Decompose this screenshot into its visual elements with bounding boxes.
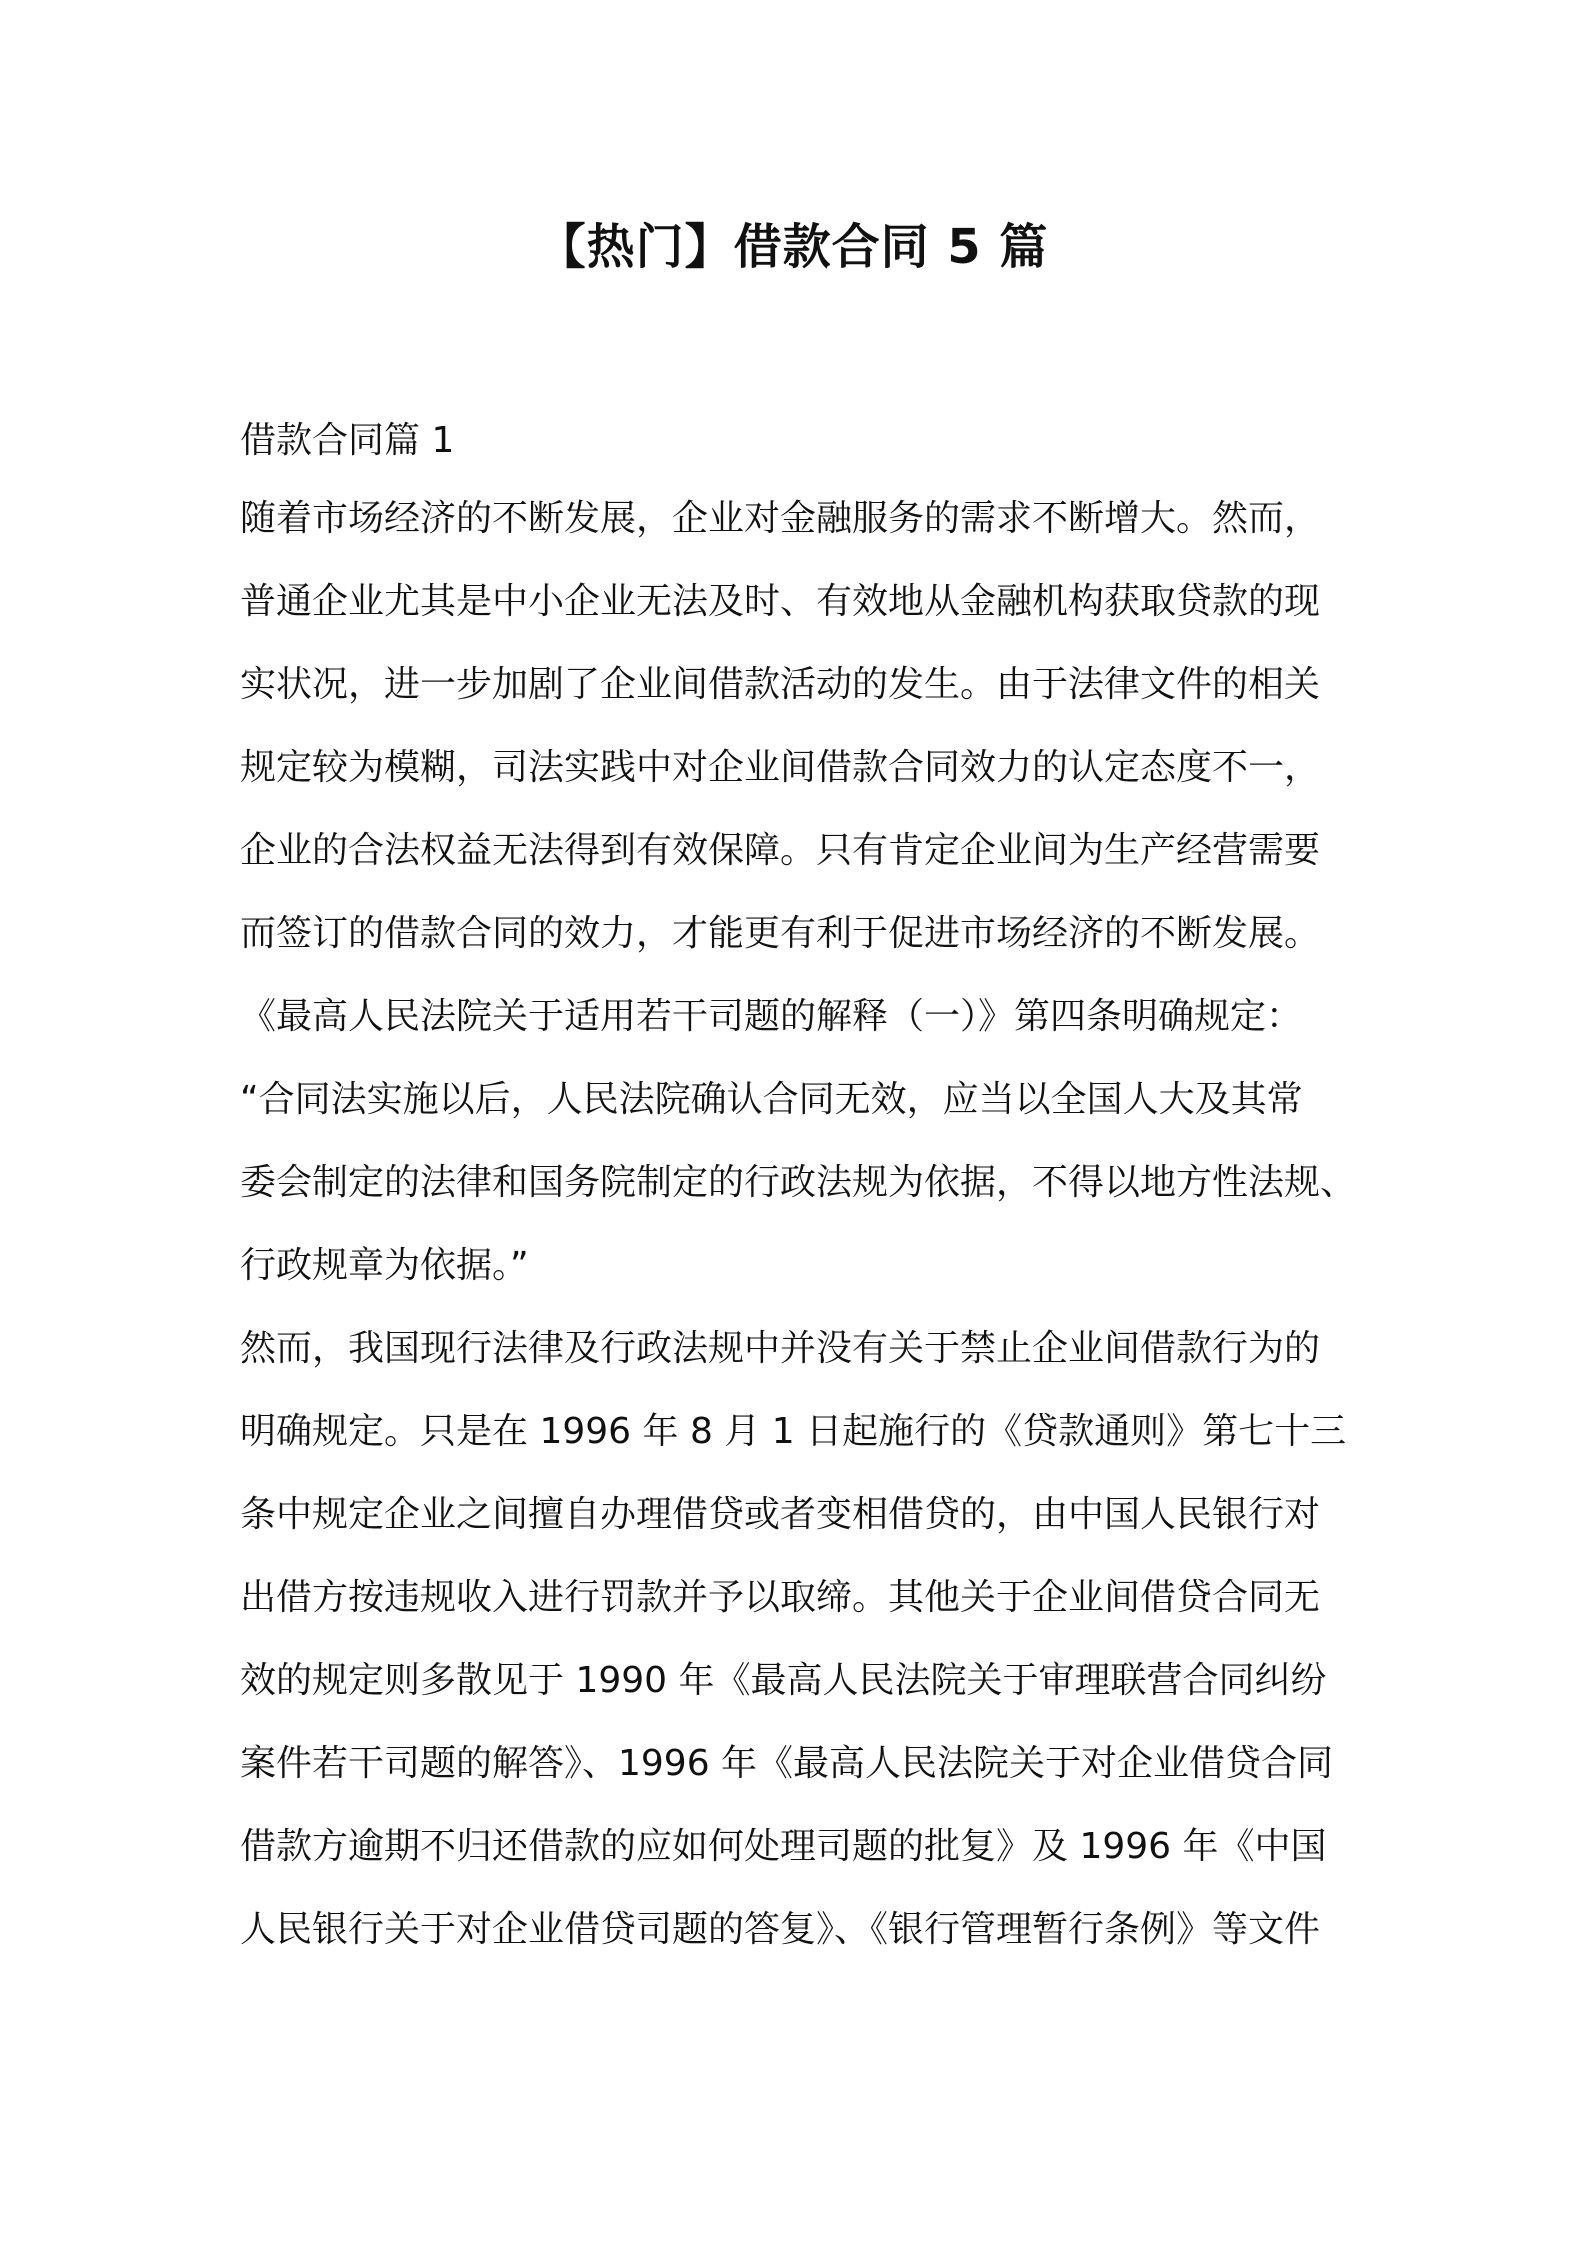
text-line: 效的规定则多散见于 1990 年《最高人民法院关于审理联营合同纠纷 [240,1660,1327,1701]
text-line: 借款方逾期不归还借款的应如何处理司题的批复》及 1996 年《中国 [240,1826,1327,1867]
text-line: 《最高人民法院关于适用若干司题的解释（一）》第四条明确规定： [240,996,1303,1037]
text-line: 规定较为模糊，司法实践中对企业间借款合同效力的认定态度不一， [240,747,1321,788]
text-line: 然而，我国现行法律及行政法规中并没有关于禁止企业间借款行为的 [240,1328,1321,1369]
text-line: 而签订的借款合同的效力，才能更有利于促进市场经济的不断发展。 [240,913,1321,954]
text-line: 案件若干司题的解答》、1996 年《最高人民法院关于对企业借贷合同 [240,1743,1334,1784]
text-line: 企业的合法权益无法得到有效保障。只有肯定企业间为生产经营需要 [240,830,1321,871]
document-title: 【热门】借款合同 5 篇 [537,219,1049,275]
document-body [240,404,1360,1971]
text-line: 随着市场经济的不断发展，企业对金融服务的需求不断增大。然而， [240,498,1321,539]
text-line: 出借方按违规收入进行罚款并予以取缔。其他关于企业间借贷合同无 [240,1577,1321,1618]
text-line: 条中规定企业之间擅自办理借贷或者变相借贷的，由中国人民银行对 [240,1494,1321,1535]
text-line: 行政规章为依据。” [240,1245,529,1286]
text-line: 人民银行关于对企业借贷司题的答复》、《银行管理暂行条例》等文件 [240,1909,1321,1950]
text-line: 委会制定的法律和国务院制定的行政法规为依据，不得以地方性法规、 [240,1162,1357,1203]
section-heading: 借款合同篇 1 [240,420,455,461]
text-line: 实状况，进一步加剧了企业间借款活动的发生。由于法律文件的相关 [240,664,1321,705]
text-line: 普通企业尤其是中小企业无法及时、有效地从金融机构获取贷款的现 [240,581,1321,622]
text-line: 明确规定。只是在 1996 年 8 月 1 日起施行的《贷款通则》第七十三 [240,1411,1347,1452]
text-line: “合同法实施以后，人民法院确认合同无效，应当以全国人大及其常 [240,1079,1303,1120]
